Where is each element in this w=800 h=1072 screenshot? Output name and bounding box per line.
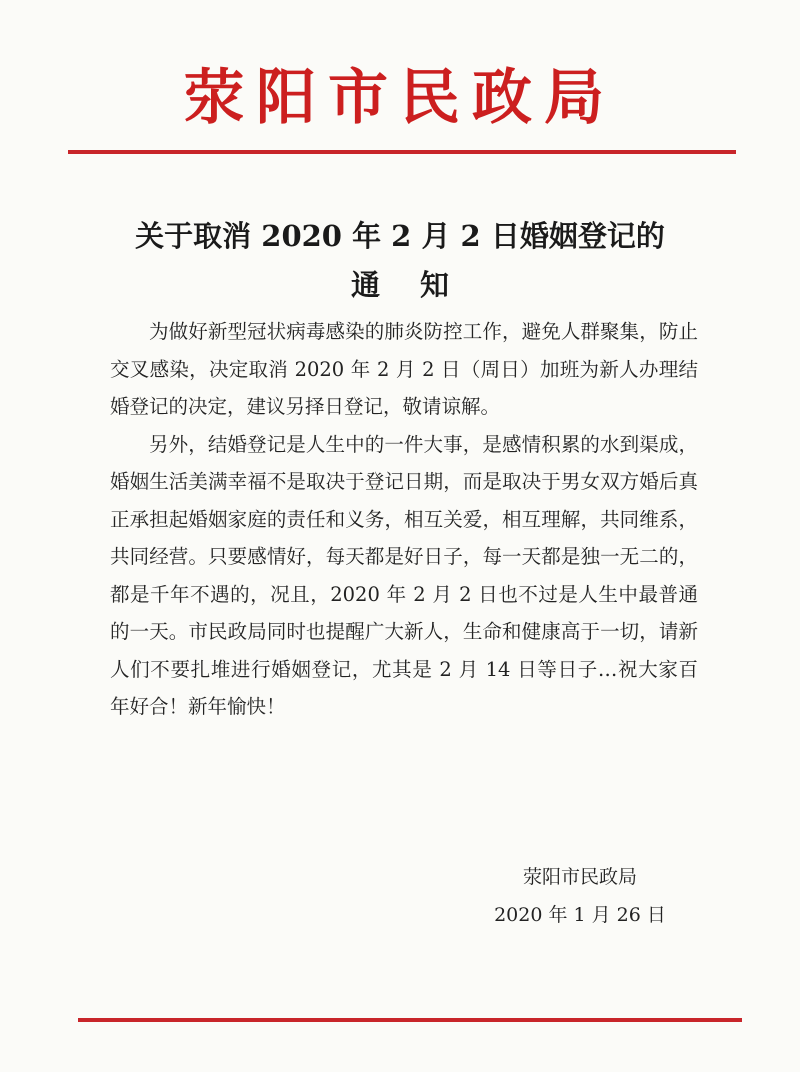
- signature-block: [470, 858, 690, 934]
- notice-title: 关于取消 2020 年 2 月 2 日婚姻登记的: [135, 219, 665, 253]
- notice-paragraph-1: 为做好新型冠状病毒感染的肺炎防控工作，避免人群聚集，防止交叉感染，决定取消 2020 年 2 月 2 日（周日）加班为新人办理结婚登记的决定，建议另择日登记，敬请谅解。: [110, 320, 698, 418]
- notice-body: [110, 313, 698, 726]
- notice-subtitle: 通知: [350, 268, 489, 302]
- letterhead-title: 荥阳市民政局: [184, 63, 616, 133]
- notice-paragraph-2: 另外，结婚登记是人生中的一件大事，是感情积累的水到渠成，婚姻生活美满幸福不是取决于登记日期，而是取决于男女双方婚后真正承担起婚姻家庭的责任和义务，相互关爱，相互理解，共同维系，共同经营。只要感情好，每天都是好日子，每一天都是独一无二的，都是千年不遇的，况且，2020 年 2 月 2 日也不过是人生中最普通的一天。市民政局同时也提醒广大新人，生命和健康高于一切，请新人们不要扎堆进行婚姻登记，尤其是 2 月 14 日等日子…祝大家百年好合！新年愉快！: [110, 432, 698, 718]
- letterhead-rule-top: [68, 150, 736, 154]
- footer-rule: [78, 1018, 742, 1022]
- signature-issuer: 荥阳市民政局: [522, 866, 637, 888]
- signature-date: 2020 年 1 月 26 日: [494, 904, 666, 926]
